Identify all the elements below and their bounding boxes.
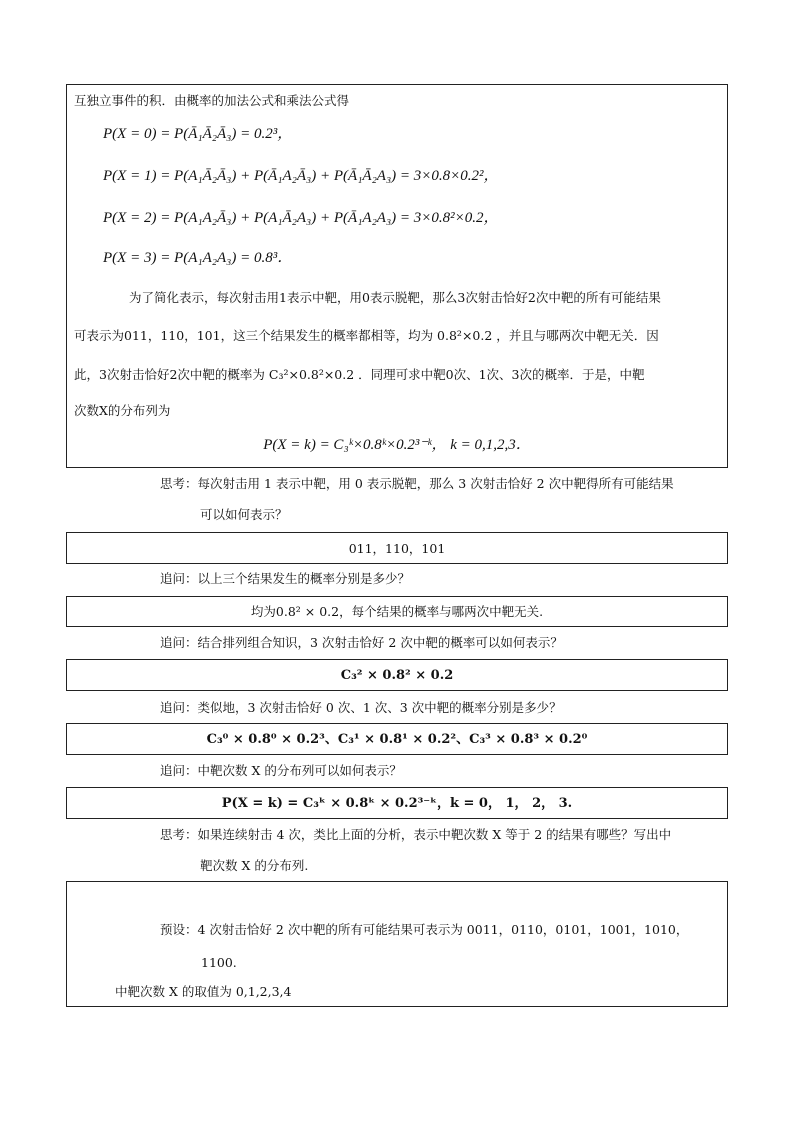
question-4-text: 追问：类似地，3 次射击恰好 0 次、1 次、3 次中靶的概率分别是多少？ <box>160 700 562 715</box>
preset-box <box>66 881 728 1007</box>
preset-line-1: 预设：4 次射击恰好 2 次中靶的所有可能结果可表示为 0011，0110，0101，1001，1010， <box>160 922 689 937</box>
intro-text: 互独立事件的积．由概率的加法公式和乘法公式得 <box>74 93 350 108</box>
paragraph-line-1: 为了简化表示，每次射击用1表示中靶，用0表示脱靶，那么3次射击恰好2次中靶的所有可能结果 <box>129 290 661 305</box>
answer-1-text: 011，110，101 <box>348 541 446 556</box>
question-1-line-1: 思考：每次射击用 1 表示中靶，用 0 表示脱靶，那么 3 次射击恰好 2 次中靶得所有可能结果 <box>160 476 674 491</box>
equation-x0: P(X = 0) = P(Ā₁Ā₂Ā₃) = 0.2³， <box>103 126 293 142</box>
answer-box-2 <box>66 596 728 627</box>
solution-box <box>66 84 728 468</box>
answer-4-text: C₃⁰ × 0.8⁰ × 0.2³、C₃¹ × 0.8¹ × 0.2²、C₃³ × 0.8³ × 0.2⁰ <box>206 732 588 747</box>
paragraph-line-2: 可表示为011，110，101，这三个结果发生的概率都相等，均为 0.8²×0.2 ，并且与哪两次中靶无关．因 <box>74 328 659 343</box>
question-6-line-2: 靶次数 X 的分布列. <box>200 858 309 873</box>
preset-line-3: 中靶次数 X 的取值为 0,1,2,3,4 <box>115 984 292 999</box>
paragraph-line-4: 次数X的分布列为 <box>74 403 171 418</box>
answer-3-text: C₃² × 0.8² × 0.2 <box>340 668 454 683</box>
answer-5-text: P(X = k) = C₃ᵏ × 0.8ᵏ × 0.2³⁻ᵏ，k = 0， 1， 2， 3. <box>221 796 573 811</box>
paragraph-line-3: 此，3次射击恰好2次中靶的概率为 C₃²×0.8²×0.2 ．同理可求中靶0次、1次、3次的概率．于是，中靶 <box>74 367 645 382</box>
answer-2-text: 均为0.8² × 0.2，每个结果的概率与哪两次中靶无关. <box>250 604 544 619</box>
question-2-text: 追问：以上三个结果发生的概率分别是多少？ <box>160 571 411 586</box>
equation-x1: P(X = 1) = P(A₁Ā₂Ā₃) + P(Ā₁A₂Ā₃) + P(Ā₁Ā₂A₃) = 3×0.8×0.2²， <box>103 168 499 184</box>
preset-line-2: 1100. <box>201 955 237 970</box>
equation-x3: P(X = 3) = P(A₁A₂A₃) = 0.8³． <box>103 250 293 266</box>
answer-box-5 <box>66 787 728 819</box>
question-6-line-1: 思考：如果连续射击 4 次，类比上面的分析，表示中靶次数 X 等于 2 的结果有哪些？写出中 <box>160 827 672 842</box>
distribution-formula: P(X = k) = C₃ᵏ×0.8ᵏ×0.2³⁻ᵏ， k = 0,1,2,3． <box>263 437 531 453</box>
question-3-text: 追问：结合排列组合知识，3 次射击恰好 2 次中靶的概率可以如何表示？ <box>160 635 563 650</box>
equation-x2: P(X = 2) = P(A₁A₂Ā₃) + P(A₁Ā₂A₃) + P(Ā₁A₂A₃) = 3×0.8²×0.2， <box>103 210 499 226</box>
question-1-line-2: 可以如何表示？ <box>200 507 288 522</box>
answer-box-1 <box>66 532 728 564</box>
question-5-text: 追问：中靶次数 X 的分布列可以如何表示？ <box>160 763 402 778</box>
answer-box-4 <box>66 723 728 755</box>
answer-box-3 <box>66 659 728 691</box>
